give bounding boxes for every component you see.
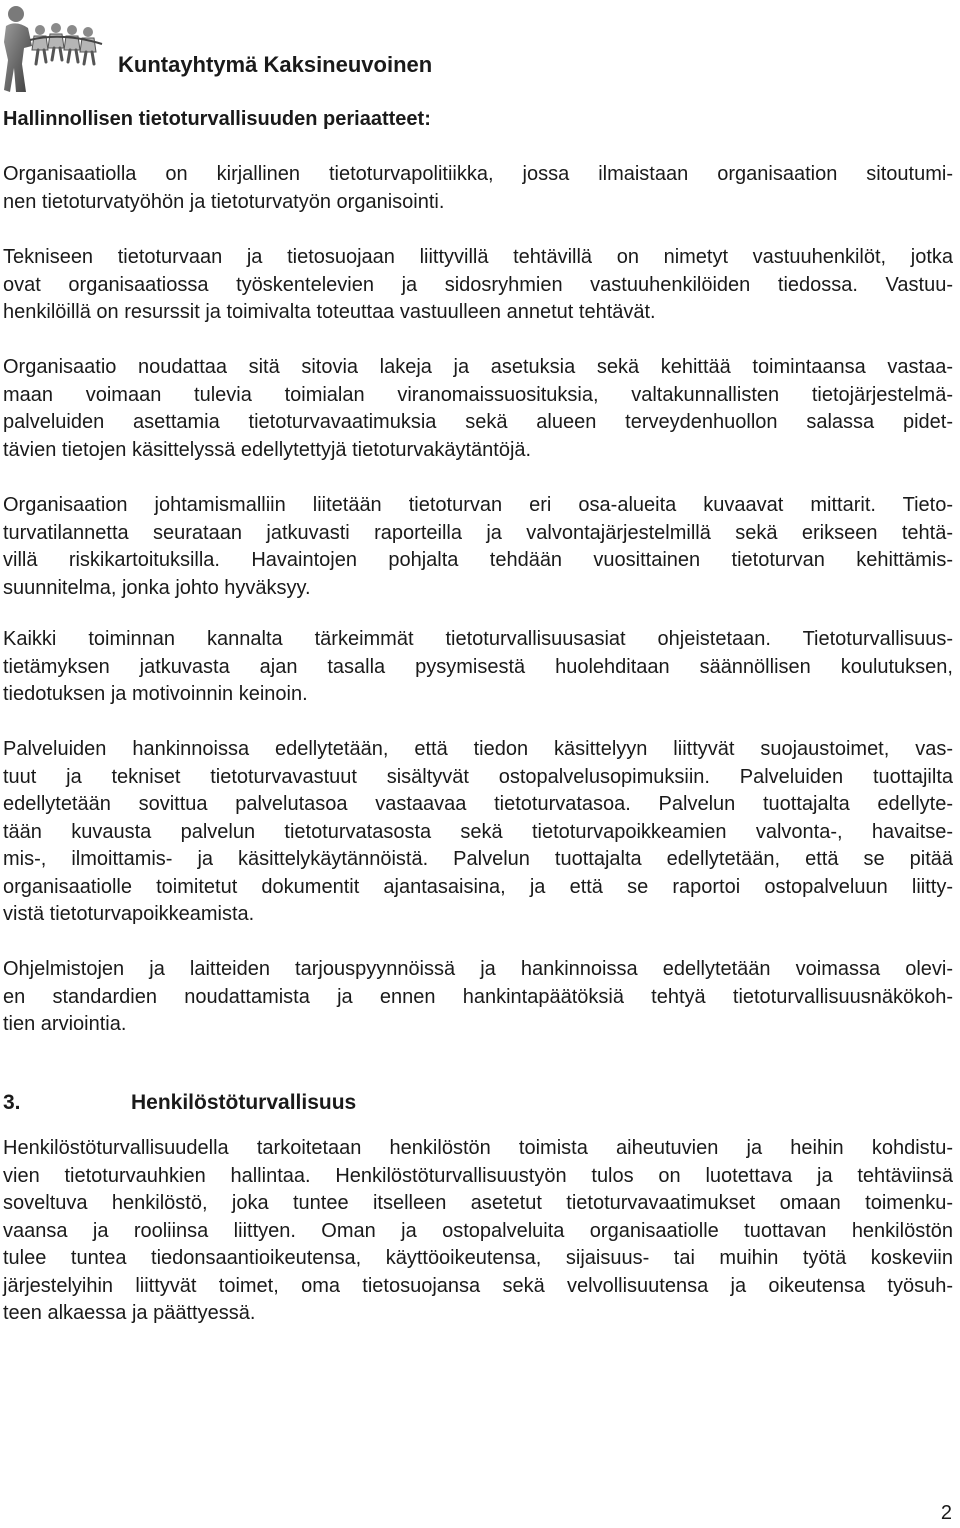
paragraph-regulations [3,354,953,464]
text-line: maan voimaan tulevia toimialan viranomaissuosituksia, valtakunnallisten tietojärjestelmä- [3,383,953,406]
text-line: tietämyksen jatkuvasta ajan tasalla pysymisestä huolehditaan säännöllisen koulutuksen, [3,655,953,678]
section-number: 3. [3,1091,21,1114]
text-line: tuut ja tekniset tietoturvavastuut sisältyvät ostopalvelusopimuksiin. Palveluiden tuottajilta [3,765,953,788]
paragraph-metrics [3,492,953,602]
text-line: teen alkaessa ja päättyessä. [3,1302,256,1324]
text-line: organisaatiolle toimitetut dokumentit ajantasaisina, ja että se raportoi ostopalveluun liitty- [3,875,953,898]
organization-name: Kuntayhtymä Kaksineuvoinen [118,52,433,77]
page-number: 2 [940,1502,952,1524]
text-line: tävien tietojen käsittelyssä edellytettyjä tietoturvakäytäntöjä. [3,438,532,461]
text-line: Henkilöstöturvallisuudella tarkoitetaan henkilöstön toimista aiheutuvien ja heihin kohdistu- [3,1137,953,1159]
text-line: en standardien noudattamista ja ennen hankintapäätöksiä tehtyä tietoturvallisuusnäkökoh- [3,985,953,1008]
text-line: Organisaatio noudattaa sitä sitovia lakeja ja asetuksia sekä kehittää toimintaansa vastaa- [3,356,953,378]
text-line: mis-, ilmoittamis- ja käsittelykäytännöistä. Palvelun tuottajalta edellytetään, että se pitää [3,848,953,870]
text-line: henkilöillä on resurssit ja toimivalta toteuttaa vastuulleen annetut tehtävät. [3,301,656,323]
text-line: vien tietoturvauhkien hallintaa. Henkilöstöturvallisuustyön tulos on luotettava ja tehtäviinsä [3,1164,953,1187]
paragraph-software [3,956,953,1039]
text-line: järjestelyihin liittyvät toimet, oma tietosuojansa sekä velvollisuutensa ja oikeutensa työsuh- [3,1274,953,1297]
text-line: tiedotuksen ja motivoinnin keinoin. [3,683,308,705]
paragraph-procurement [3,736,953,929]
text-line: palveluiden asettamia tietoturvavaatimuksia sekä alueen terveydenhuollon salassa pidet- [3,411,953,433]
section-title: Henkilöstöturvallisuus [131,1091,357,1114]
text-line: suunnitelma, jonka johto hyväksyy. [3,576,311,599]
text-line: Ohjelmistojen ja laitteiden tarjouspyynnöissä ja hankinnoissa edellytetään voimassa olevi- [3,958,953,980]
text-line: Organisaation johtamismalliin liitetään tietoturvan eri osa-alueita kuvaavat mittarit. Tieto- [3,494,953,516]
text-line: ovat organisaatiossa työskentelevien ja sidosryhmien vastuuhenkilöiden tiedossa. Vastuu- [3,273,953,296]
paragraph-policy [3,161,953,216]
text-line: Tekniseen tietoturvaan ja tietosuojaan liittyvillä tehtävillä on nimetyt vastuuhenkilöt, jotka [3,246,953,268]
text-line: tulee tuntea tiedonsaantioikeutensa, käyttöoikeutensa, sijaisuus- tai muihin työtä koskeviin [3,1247,953,1269]
text-line: Organisaatiolla on kirjallinen tietoturvapolitiikka, jossa ilmaistaan organisaation sitoutumi- [3,163,953,185]
paragraph-personnel-security [3,1135,953,1328]
people-logo-icon [2,2,108,94]
text-line: tien arviointia. [3,1013,127,1035]
text-line: vaansa ja rooliinsa liittyen. Oman ja ostopalveluita organisaatiolle tuottavan henkilöstön [3,1219,953,1242]
text-line: Kaikki toiminnan kannalta tärkeimmät tietoturvallisuusasiat ohjeistetaan. Tietoturvallisuus- [3,628,953,650]
text-line: turvatilannetta seurataan jatkuvasti raporteilla ja valvontajärjestelmillä sekä erikseen tehtä- [3,521,953,544]
text-line: tään kuvausta palvelun tietoturvatasosta sekä tietoturvapoikkeamien valvonta-, havaitse- [3,820,953,843]
text-line: nen tietoturvatyöhön ja tietoturvatyön organisointi. [3,190,445,213]
text-line: edellytetään sovittua palvelutasoa vastaavaa tietoturvatasoa. Palvelun tuottajalta edellyte- [3,793,953,815]
paragraph-responsibilities [3,244,953,327]
paragraph-training [3,626,953,709]
document-heading: Hallinnollisen tietoturvallisuuden periaatteet: [3,108,431,130]
text-line: vistä tietoturvapoikkeamista. [3,903,255,925]
text-line: villä riskikartoituksilla. Havaintojen pohjalta tehdään vuosittainen tietoturvan kehittämis- [3,549,953,571]
text-line: Palveluiden hankinnoissa edellytetään, että tiedon käsittelyyn liittyvät suojaustoimet, vas- [3,738,953,760]
section-heading [3,1088,356,1118]
text-line: soveltuva henkilöstö, joka tuntee itselleen asetetut tietoturvavaatimukset omaan toimenku- [3,1192,953,1214]
